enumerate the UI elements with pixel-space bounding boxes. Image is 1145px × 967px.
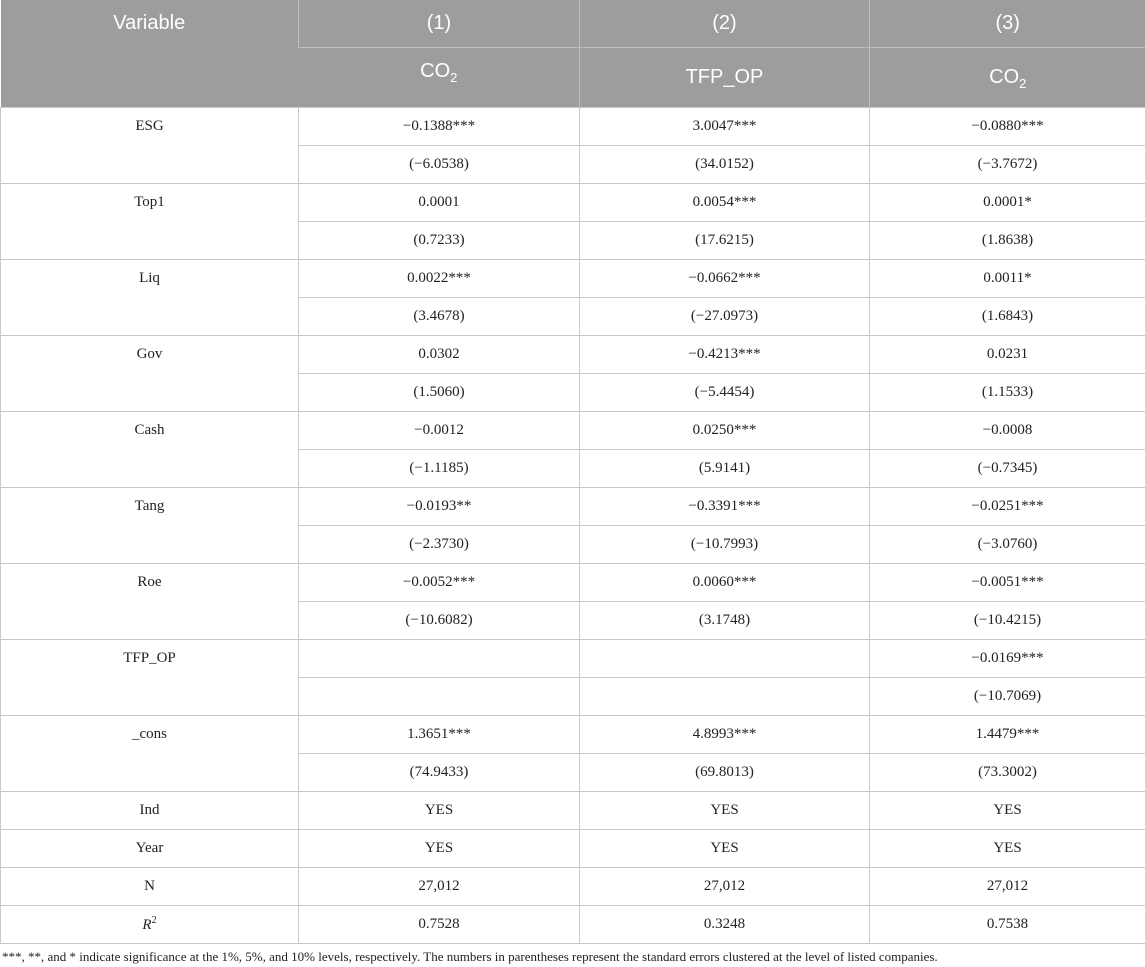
value-cell: YES [299,792,580,830]
r-symbol: R [142,917,152,933]
variable-name: TFP_OP [1,640,299,716]
t-stat-cell: (1.6843) [870,298,1145,336]
t-stat-cell: (−0.7345) [870,450,1145,488]
t-stat-cell: (74.9433) [299,754,580,792]
t-stat-cell: (−6.0538) [299,146,580,184]
value-cell: YES [580,792,870,830]
variable-name: Gov [1,336,299,412]
coefficient-cell: −0.3391*** [580,488,870,526]
table-row-r2 [1,906,1145,944]
coefficient-cell: −0.0880*** [870,108,1145,146]
table-row [1,108,1145,146]
coefficient-cell: −0.0193** [299,488,580,526]
coefficient-cell: 0.0060*** [580,564,870,602]
value-cell: 0.3248 [580,906,870,944]
variable-name: Roe [1,564,299,640]
header-row-models [1,0,1145,48]
coefficient-cell: −0.1388*** [299,108,580,146]
coefficient-cell: 0.0022*** [299,260,580,298]
coefficient-cell: 0.0001 [299,184,580,222]
coefficient-cell: 1.4479*** [870,716,1145,754]
coefficient-cell: 0.0250*** [580,412,870,450]
value-cell: 27,012 [870,868,1145,906]
table-row [1,564,1145,602]
value-cell: YES [870,830,1145,868]
table-row [1,260,1145,298]
t-stat-cell: (−10.4215) [870,602,1145,640]
t-stat-cell: (−27.0973) [580,298,870,336]
model-3-header: (3) [870,0,1145,48]
t-stat-cell: (17.6215) [580,222,870,260]
table-row [1,830,1145,868]
t-stat-cell [580,678,870,716]
r-squared-exponent: 2 [151,915,157,926]
coefficient-cell: 4.8993*** [580,716,870,754]
table-row [1,716,1145,754]
variable-name: _cons [1,716,299,792]
value-cell: 0.7528 [299,906,580,944]
coefficient-cell: 3.0047*** [580,108,870,146]
coefficient-cell: 0.0001* [870,184,1145,222]
variable-header: Variable [1,0,299,108]
variable-name: Ind [1,792,299,830]
table-footnote: ***, **, and * indicate significance at the 1%, 5%, and 10% levels, respectively. The numbers in parentheses represent the standard errors clustered at the level of listed companies. [2,949,938,964]
coefficient-cell: −0.4213*** [580,336,870,374]
t-stat-cell: (−10.7993) [580,526,870,564]
t-stat-cell: (0.7233) [299,222,580,260]
table-body [1,108,1145,944]
coefficient-cell: −0.0008 [870,412,1145,450]
t-stat-cell: (1.1533) [870,374,1145,412]
table-row [1,412,1145,450]
coefficient-cell: −0.0251*** [870,488,1145,526]
t-stat-cell [299,678,580,716]
table-row [1,792,1145,830]
value-cell: YES [870,792,1145,830]
variable-name: Top1 [1,184,299,260]
coefficient-cell: −0.0662*** [580,260,870,298]
coefficient-cell: 0.0054*** [580,184,870,222]
variable-name: N [1,868,299,906]
coefficient-cell: 1.3651*** [299,716,580,754]
t-stat-cell: (1.8638) [870,222,1145,260]
t-stat-cell: (−1.1185) [299,450,580,488]
dependent-var-2: TFP_OP [580,48,870,108]
t-stat-cell: (5.9141) [580,450,870,488]
value-cell: YES [580,830,870,868]
t-stat-cell: (1.5060) [299,374,580,412]
coefficient-cell [580,640,870,678]
coefficient-cell: 0.0302 [299,336,580,374]
table-row [1,184,1145,222]
t-stat-cell: (69.8013) [580,754,870,792]
t-stat-cell: (34.0152) [580,146,870,184]
t-stat-cell: (−10.6082) [299,602,580,640]
value-cell: YES [299,830,580,868]
model-2-header: (2) [580,0,870,48]
variable-name: Year [1,830,299,868]
table-row [1,868,1145,906]
t-stat-cell: (−10.7069) [870,678,1145,716]
coefficient-cell: −0.0169*** [870,640,1145,678]
t-stat-cell: (3.1748) [580,602,870,640]
table-row [1,488,1145,526]
table-row [1,336,1145,374]
t-stat-cell: (−3.0760) [870,526,1145,564]
t-stat-cell: (−2.3730) [299,526,580,564]
dependent-var-3: $CO_2$ [870,48,1145,108]
dependent-var-1: $CO_2$ [299,48,580,108]
coefficient-cell: −0.0012 [299,412,580,450]
t-stat-cell: (−5.4454) [580,374,870,412]
value-cell: 0.7538 [870,906,1145,944]
variable-name: Tang [1,488,299,564]
model-1-header: (1) [299,0,580,48]
coefficient-cell: −0.0051*** [870,564,1145,602]
t-stat-cell: (−3.7672) [870,146,1145,184]
t-stat-cell: (3.4678) [299,298,580,336]
table-row [1,640,1145,678]
coefficient-cell [299,640,580,678]
coefficient-cell: 0.0011* [870,260,1145,298]
table-header [1,0,1145,108]
value-cell: 27,012 [580,868,870,906]
variable-name-r2 [1,906,299,944]
coefficient-cell: 0.0231 [870,336,1145,374]
t-stat-cell: (73.3002) [870,754,1145,792]
value-cell: 27,012 [299,868,580,906]
coefficient-cell: −0.0052*** [299,564,580,602]
variable-name: Liq [1,260,299,336]
variable-name: ESG [1,108,299,184]
variable-name: Cash [1,412,299,488]
